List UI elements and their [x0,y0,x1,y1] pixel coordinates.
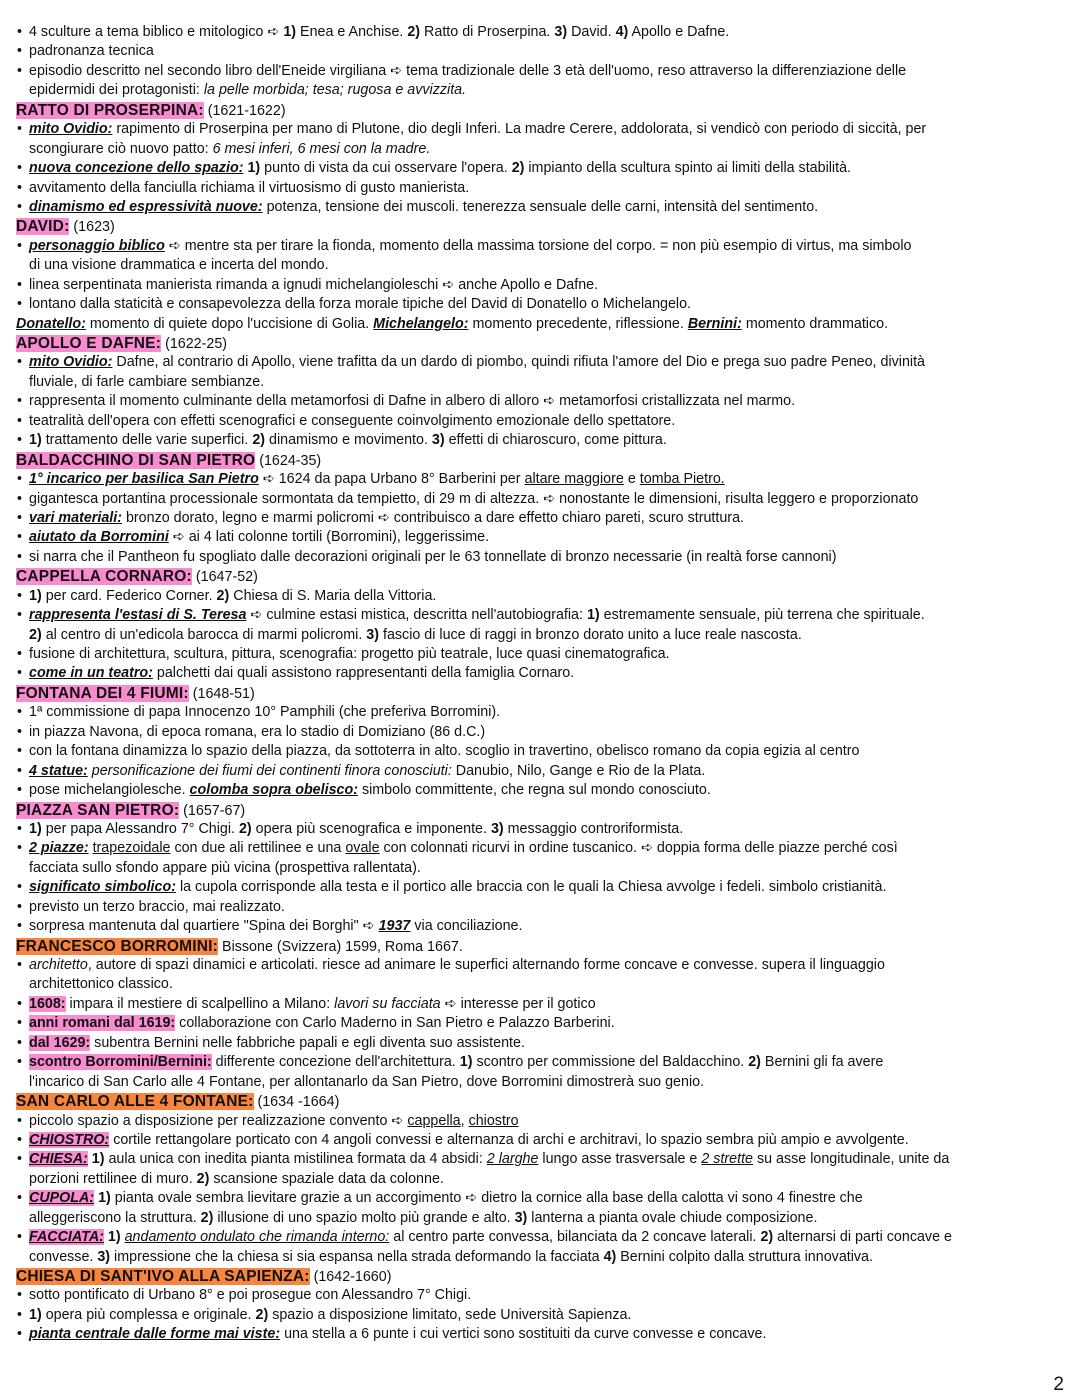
text-run: messaggio controriformista. [503,820,684,837]
text-run: 2) [760,1229,774,1246]
text-run: ➪ interesse per il gotico [440,995,596,1012]
text-run: 3) [97,1248,111,1265]
text-run: ➪ mentre sta per tirare la fionda, momento della massima torsione del corpo. = non più esempio di virtus, ma simbolo [164,237,912,254]
bullet-item [16,781,1068,800]
text-run: 3) [514,1209,528,1226]
section-title: BALDACCHINO DI SAN PIETRO [16,451,256,469]
text-run: linea serpentinata manierista rimanda a ignudi michelangioleschi ➪ anche Apollo e Dafne. [29,276,599,293]
text-run: punto di vista da cui osservare l'opera. [260,160,512,177]
key-term: rappresenta l'estasi di S. Teresa [29,607,247,624]
bullet-item [16,198,1068,217]
text-run: 2) [200,1209,214,1226]
text-run: Danubio, Nilo, Gange e Rio de la Plata. [451,762,706,779]
bullet-item [16,1286,1068,1305]
text-run: altare maggiore [524,471,624,488]
text-run: Chiesa di S. Maria della Vittoria. [229,587,437,604]
text-run: 2) [407,24,421,40]
text-run: 4) [615,24,629,40]
text-run: andamento ondulato che rimanda interno: [124,1229,390,1246]
section-dates: (1648-51) [188,685,255,702]
text-run: previsto un terzo braccio, mai realizzato. [29,898,285,915]
text-run: trapezoidale [92,840,171,857]
text-run: differente concezione dell'architettura. [211,1054,460,1071]
section-dates: (1647-52) [191,569,258,586]
text-run: 2) [238,820,252,837]
text-run: 3) [554,24,568,40]
text-run: 1) [29,587,42,604]
text-run: l'incarico di San Carlo alle 4 Fontane, per allontanarlo da San Pietro, dove Borromini dimostrerà suo genio. [29,1073,705,1090]
text-run: scongiurare ciò nuovo patto: [29,140,213,157]
bullet-item [16,528,1068,547]
text-run: sotto pontificato di Urbano 8° e poi prosegue con Alessandro 7° Chigi. [29,1287,472,1304]
text-run: ➪ 1624 da papa Urbano 8° Barberini per [258,471,525,488]
text-run: 1) [29,820,42,837]
key-term: Bernini: [687,315,742,332]
bullet-continuation [16,140,1068,159]
text-run: 2 larghe [486,1151,539,1168]
text-run: 1) [29,432,42,449]
note-line [16,315,1068,334]
key-term: nuova concezione dello spazio: [29,160,244,177]
text-run: 1) [459,1054,473,1071]
text-run: 2) [29,626,42,643]
key-term: 2 piazze: [29,840,89,857]
text-run: per papa Alessandro 7° Chigi. [41,820,239,837]
text-run: Bernini colpito dalla struttura innovativa. [616,1248,873,1265]
text-run: per card. Federico Corner. [41,587,217,604]
bullet-item [16,1325,1068,1344]
text-run: padronanza tecnica [29,43,154,60]
text-run: Enea e Anchise. [296,24,408,40]
text-run: 3) [366,626,379,643]
text-run: 2) [511,160,525,177]
bullet-item [16,1053,1068,1072]
bullet-item [16,995,1068,1014]
bullet-continuation [16,1209,1068,1228]
key-term: vari materiali: [29,509,122,526]
text-run: avvitamento della fanciulla richiama il virtuosismo di gusto manierista. [29,179,470,196]
text-run: piccolo spazio a disposizione per realizzazione convento ➪ [29,1112,408,1129]
key-term: FACCIATA: [29,1229,104,1246]
text-run: chiostro [468,1112,519,1129]
key-term: dal 1629: [29,1034,91,1051]
key-term: 1° incarico per basilica San Pietro [29,471,259,488]
text-run: opera più complessa e originale. [41,1306,256,1323]
section-dates: (1657-67) [179,802,246,819]
text-run: teatralità dell'opera con effetti scenografici e conseguente coinvolgimento emozionale dello spettatore. [29,412,676,429]
text-run: lanterna a pianta ovale chiude composizione. [527,1209,818,1226]
bullet-item [16,1306,1068,1325]
section-title: SAN CARLO ALLE 4 FONTANE: [16,1093,254,1111]
text-run: fascio di luce di raggi in bronzo dorato unito a luce reale nascosta. [379,626,802,643]
section-title: CHIESA DI SANT'IVO ALLA SAPIENZA: [16,1268,310,1285]
bullet-item [16,645,1068,664]
section-heading [16,684,1068,703]
section-heading [16,1092,1068,1111]
bullet-item [16,431,1068,450]
text-run: 6 mesi inferi, 6 mesi con la madre. [212,140,431,157]
section-dates: (1642-1660) [309,1269,392,1285]
key-term: CUPOLA: [29,1190,95,1207]
text-run: una stella a 6 punte i cui vertici sono sostituiti da curve convesse e concave. [280,1326,767,1343]
section-dates: (1621-1622) [203,102,286,119]
text-run: 1) [91,1151,105,1168]
text-run: , autore di spazi dinamici e articolati. riesce ad animare le superfici alternando forme concave e convesse. supera il linguaggio [87,957,885,973]
key-term: Michelangelo: [373,315,469,332]
bullet-item [16,1014,1068,1033]
section-dates: (1624-35) [255,452,322,469]
text-run: simbolo committente, che regna sul mondo conosciuto. [357,782,711,799]
text-run: momento di quiete dopo l'uccisione di Golia. [85,315,374,332]
text-run: la cupola corrisponde alla testa e il portico alle braccia con le quali la Chiesa avvolge i fedeli. simbolo cristianità. [175,879,887,896]
text-run: con la fontana dinamizza lo spazio della piazza, da sottoterra in alto. scoglio in travertino, obelisco romano da copia egizia al centro [29,743,860,760]
section-title: APOLLO E DAFNE: [16,335,162,352]
text-run: 1) [283,24,297,40]
key-term: aiutato da Borromini [29,529,169,546]
key-term: scontro Borromini/Bernini: [29,1054,212,1071]
text-run: 2) [216,587,230,604]
bullet-item [16,353,1068,372]
text-run: fluviale, di farle cambiare sembianze. [29,373,265,390]
text-run: facciata sullo sfondo appare più vicina (prospettiva rallentata). [29,859,421,876]
text-run: si narra che il Pantheon fu spogliato dalle decorazioni originali per le 63 tonnellate di bronzo necessarie (in realtà forse cannoni) [29,548,837,565]
text-run: ➪ ai 4 lati colonne tortili (Borromini), leggerissime. [168,529,490,546]
text-run: rapimento di Proserpina per mano di Plutone, dio degli Inferi. La madre Cerere, addolorata, si vendicò con periodo di siccità, per [112,121,927,138]
text-run: aula unica con inedita pianta mistilinea formata da 4 absidi: [104,1151,487,1168]
bullet-item [16,237,1068,256]
bullet-item [16,742,1068,761]
text-run: 4) [603,1248,617,1265]
text-run: lungo asse trasversale e [538,1151,702,1168]
section-dates: (1634 -1664) [253,1094,340,1111]
text-run: 4 sculture a tema biblico e mitologico ➪ [29,24,284,40]
text-run: gigantesca portantina processionale sormontata da tempietto, di 29 m di altezza. ➪ nonostante le dimensioni, risulta leggero e proporzionato [29,490,919,507]
text-run: architetto [29,957,88,973]
text-run: David. [567,24,616,40]
bullet-item [16,159,1068,178]
bullet-item [16,509,1068,528]
text-run: ovale [345,840,380,857]
section-title: FRANCESCO BORROMINI: [16,937,219,955]
section-dates: (1622-25) [161,336,228,352]
bullet-item [16,548,1068,567]
bullet-item [16,62,1068,81]
section-heading [16,937,1068,956]
key-term: significato simbolico: [29,879,176,896]
bullet-item [16,412,1068,431]
text-run: effetti di chiaroscuro, come pittura. [444,432,667,449]
bullet-item [16,295,1068,314]
text-run: collaborazione con Carlo Maderno in San Pietro e Palazzo Barberini. [175,1015,615,1032]
key-term: 1608: [29,995,66,1012]
text-run: lavori su facciata [334,995,441,1012]
text-run: pianta ovale sembra lievitare grazie a un accorgimento ➪ dietro la cornice alla base della calotta vi sono 4 finestre che [110,1190,863,1207]
section-heading [16,801,1068,820]
key-term: Donatello: [16,315,86,332]
text-run: personificazione dei fiumi dei continenti finora conosciuti: [91,762,452,779]
text-run: tomba Pietro. [639,471,725,488]
text-run: momento precedente, riflessione. [468,315,688,332]
key-term: colomba sopra obelisco: [189,782,358,799]
text-run: 1) [98,1190,111,1207]
text-run: 1) [29,1306,42,1323]
bullet-item [16,1131,1068,1150]
bullet-item [16,276,1068,295]
bullet-continuation [16,975,1068,994]
bullet-item [16,762,1068,781]
key-term: 1937 [378,918,411,935]
bullet-item [16,898,1068,917]
bullet-continuation [16,859,1068,878]
text-run: porzioni rettilinee di muro. [29,1170,197,1187]
section-dates: (1623) [69,219,115,236]
text-run: 2) [255,1306,269,1323]
text-run: architettonico classico. [29,976,173,993]
bullet-item [16,723,1068,742]
text-run: Ratto di Proserpina. [420,24,555,40]
section-title: CAPPELLA CORNARO: [16,568,192,586]
key-term: 4 statue: [29,762,88,779]
text-run: alternarsi di parti concave e [773,1229,952,1246]
text-run: scontro per commissione del Baldacchino. [472,1054,749,1071]
bullet-item [16,1034,1068,1053]
section-title: DAVID: [16,218,70,236]
section-heading [16,101,1068,120]
section-title: RATTO DI PROSERPINA: [16,101,204,119]
key-term: CHIOSTRO: [29,1131,110,1148]
text-run: , [460,1112,469,1129]
section-dates: Bissone (Svizzera) 1599, Roma 1667. [218,938,463,955]
text-run: Dafne, al contrario di Apollo, viene trafitta da un dardo di piombo, quindi rifiuta l'amore del Dio e prega suo padre Peneo, divinità [112,354,925,371]
key-term: anni romani dal 1619: [29,1015,176,1032]
text-run: fusione di architettura, scultura, pittura, scenografia: progetto più teatrale, luce quasi cinematografica. [29,646,670,662]
text-run: illusione di uno spazio molto più grande e alto. [213,1209,515,1226]
bullet-continuation [16,626,1068,645]
text-run: 1) [586,607,600,624]
text-run: con due ali rettilinee e una [170,840,346,857]
text-run: via conciliazione. [410,918,523,935]
bullet-continuation [16,1073,1068,1092]
section-heading [16,334,1068,353]
section-heading [16,217,1068,236]
text-run: al centro parte convessa, bilanciata da 2 concave laterali. [389,1229,761,1246]
text-run: al centro di un'edicola barocca di marmi policromi. [41,626,367,643]
bullet-item [16,820,1068,839]
text-run: ➪ culmine estasi mistica, descritta nell'autobiografia: [246,607,587,624]
key-term: CHIESA: [29,1151,88,1168]
text-run: di una visione drammatica e incerta del mondo. [29,257,329,274]
text-run: sorpresa mantenuta dal quartiere "Spina dei Borghi" ➪ [29,918,379,935]
text-run: impianto della scultura spinto ai limiti della stabilità. [524,160,852,177]
bullet-item [16,42,1068,61]
text-run: subentra Bernini nelle fabbriche papali e egli diventa suo assistente. [90,1034,525,1051]
section-title: PIAZZA SAN PIETRO: [16,801,180,819]
text-run: dinamismo e movimento. [265,432,432,449]
text-run: Bernini gli fa avere [760,1054,884,1071]
bullet-item [16,839,1068,858]
bullet-item [16,587,1068,606]
text-run: 3) [431,432,445,449]
text-run: 1ª commissione di papa Innocenzo 10° Pamphili (che preferiva Borromini). [29,704,501,721]
text-run: 1) [247,160,261,177]
bullet-item [16,664,1068,683]
bullet-item [16,23,1068,42]
text-run: 3) [490,820,504,837]
text-run: la pelle morbida; tesa; rugosa e avvizzita. [203,82,467,99]
bullet-item [16,179,1068,198]
text-run: 1) [107,1229,121,1246]
section-heading [16,1267,1068,1286]
page-number: 2 [1053,1374,1064,1395]
section-heading [16,451,1068,470]
bullet-continuation [16,1170,1068,1189]
key-term: mito Ovidio: [29,121,113,138]
bullet-item [16,1189,1068,1208]
section-title: FONTANA DEI 4 FIUMI: [16,684,189,702]
text-run: scansione spaziale data da colonne. [209,1170,444,1187]
bullet-item [16,392,1068,411]
section-heading [16,567,1068,586]
bullet-item [16,703,1068,722]
text-run: episodio descritto nel secondo libro dell'Eneide virgiliana ➪ tema tradizionale delle 3 età dell'uomo, reso attraverso la differenziazione delle [29,62,907,79]
text-run: 2) [196,1170,210,1187]
text-run: 2) [748,1054,761,1071]
key-term: dinamismo ed espressività nuove: [29,198,263,215]
key-term: pianta centrale dalle forme mai viste: [29,1326,281,1343]
text-run: 2 strette [701,1151,754,1168]
key-term: personaggio biblico [29,237,165,254]
bullet-continuation [16,256,1068,275]
text-run: cortile rettangolare porticato con 4 angoli convessi e alternanza di archi e architravi, lo spazio sembra più ampio e avvolgente. [109,1131,909,1148]
text-run: Apollo e Dafne. [628,24,730,40]
text-run: spazio a disposizione limitato, sede Università Sapienza. [268,1306,632,1323]
bullet-continuation [16,373,1068,392]
text-run: in piazza Navona, di epoca romana, era lo stadio di Domiziano (86 d.C.) [29,723,486,740]
bullet-item [16,470,1068,489]
text-run: e [623,471,640,488]
bullet-continuation [16,81,1068,100]
text-run: opera più scenografica e imponente. [251,820,491,837]
text-run: alleggeriscono la struttura. [29,1209,201,1226]
bullet-item [16,1228,1068,1247]
bullet-item [16,917,1068,936]
text-run: cappella [407,1112,461,1129]
text-run: 2) [252,432,266,449]
bullet-item [16,1150,1068,1169]
text-run: bronzo dorato, legno e marmi policromi ➪ contribuisco a dare effetto chiaro pareti, scuro struttura. [121,509,744,526]
notes-content [16,23,1068,1345]
text-run: impressione che la chiesa si sia espansa nella strada deformando la facciata [110,1248,604,1265]
key-term: mito Ovidio: [29,354,113,371]
text-run: rappresenta il momento culminante della metamorfosi di Dafne in albero di alloro ➪ metamorfosi cristallizzata nel marmo. [29,393,796,410]
text-run: potenza, tensione dei muscoli. tenerezza sensuale delle carni, intensità del sentimento. [262,198,819,215]
bullet-item [16,606,1068,625]
text-run: palchetti dai quali assistono rappresentanti della famiglia Cornaro. [152,665,575,682]
text-run: su asse longitudinale, unite da [753,1151,950,1168]
bullet-item [16,490,1068,509]
bullet-continuation [16,1248,1068,1267]
bullet-item [16,120,1068,139]
text-run: trattamento delle varie superfici. [41,432,253,449]
text-run: estremamente sensuale, più terrena che spirituale. [599,607,925,624]
text-run: pose michelangiolesche. [29,782,190,799]
text-run: impara il mestiere di scalpellino a Milano: [65,995,335,1012]
bullet-item [16,1112,1068,1131]
text-run: momento drammatico. [741,315,889,332]
text-run: convesse. [29,1248,98,1265]
text-run: epidermidi dei protagonisti: [29,82,204,99]
key-term: come in un teatro: [29,665,153,682]
text-run: lontano dalla staticità e consapevolezza della forza morale tipiche del David di Donatello o Michelangelo. [29,296,692,313]
bullet-item [16,956,1068,975]
text-run: con colonnati ricurvi in ordine tuscanico. ➪ doppia forma delle piazze perché così [379,840,898,857]
bullet-item [16,878,1068,897]
